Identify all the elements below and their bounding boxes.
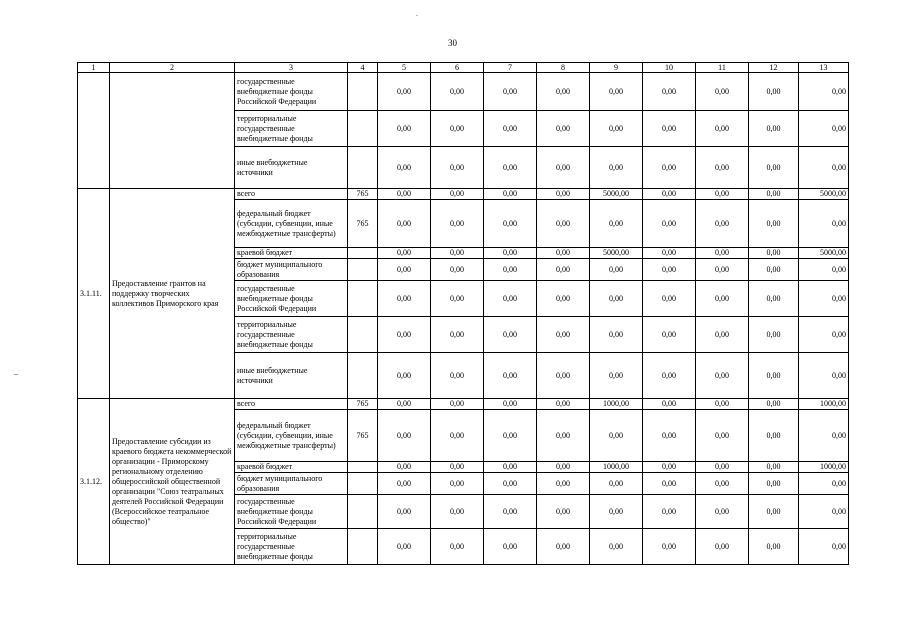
funding-source: краевой бюджет [235, 462, 348, 473]
grbs-code: 765 [348, 410, 378, 462]
amount-cell: 0,00 [537, 410, 590, 462]
amount-cell: 0,00 [537, 200, 590, 248]
budget-table [77, 62, 849, 565]
grbs-code [348, 317, 378, 353]
amount-cell: 0,00 [431, 529, 484, 565]
amount-cell: 5000,00 [799, 248, 849, 259]
amount-cell: 0,00 [643, 410, 696, 462]
amount-cell: 0,00 [537, 462, 590, 473]
amount-cell: 0,00 [749, 462, 799, 473]
amount-cell: 0,00 [590, 410, 643, 462]
funding-source: иные внебюджетные источники [235, 147, 348, 189]
amount-cell: 0,00 [590, 259, 643, 281]
amount-cell: 0,00 [431, 317, 484, 353]
amount-cell: 0,00 [799, 259, 849, 281]
amount-cell: 0,00 [749, 147, 799, 189]
amount-cell: 0,00 [590, 147, 643, 189]
table-row [78, 189, 849, 200]
amount-cell: 0,00 [378, 147, 431, 189]
amount-cell: 0,00 [643, 248, 696, 259]
grbs-code [348, 111, 378, 147]
amount-cell: 0,00 [378, 473, 431, 495]
amount-cell: 0,00 [643, 200, 696, 248]
amount-cell: 0,00 [696, 248, 749, 259]
amount-cell: 0,00 [696, 73, 749, 111]
amount-cell: 1000,00 [799, 462, 849, 473]
amount-cell: 0,00 [696, 399, 749, 410]
amount-cell: 0,00 [590, 353, 643, 399]
amount-cell: 0,00 [643, 495, 696, 529]
amount-cell: 0,00 [484, 189, 537, 200]
header-cell: 1 [78, 63, 110, 73]
header-cell: 2 [110, 63, 235, 73]
amount-cell: 0,00 [378, 353, 431, 399]
amount-cell: 0,00 [643, 189, 696, 200]
amount-cell: 0,00 [537, 473, 590, 495]
grbs-code [348, 462, 378, 473]
grbs-code [348, 147, 378, 189]
amount-cell: 0,00 [696, 281, 749, 317]
amount-cell: 5000,00 [590, 189, 643, 200]
amount-cell: 0,00 [431, 462, 484, 473]
amount-cell: 0,00 [590, 317, 643, 353]
amount-cell: 0,00 [484, 399, 537, 410]
amount-cell: 0,00 [799, 200, 849, 248]
table-row [78, 73, 849, 111]
amount-cell: 0,00 [749, 495, 799, 529]
amount-cell: 0,00 [749, 410, 799, 462]
amount-cell: 0,00 [378, 399, 431, 410]
amount-cell: 0,00 [696, 317, 749, 353]
amount-cell: 0,00 [537, 281, 590, 317]
amount-cell: 0,00 [696, 111, 749, 147]
amount-cell: 0,00 [696, 529, 749, 565]
amount-cell: 0,00 [431, 147, 484, 189]
amount-cell: 0,00 [643, 111, 696, 147]
amount-cell: 0,00 [749, 259, 799, 281]
amount-cell: 0,00 [537, 189, 590, 200]
amount-cell: 0,00 [484, 495, 537, 529]
amount-cell: 0,00 [643, 281, 696, 317]
amount-cell: 0,00 [378, 200, 431, 248]
header-cell: 3 [235, 63, 348, 73]
amount-cell: 0,00 [749, 200, 799, 248]
amount-cell: 0,00 [537, 248, 590, 259]
amount-cell: 0,00 [484, 317, 537, 353]
amount-cell: 0,00 [537, 259, 590, 281]
grbs-code [348, 495, 378, 529]
amount-cell: 0,00 [431, 259, 484, 281]
amount-cell: 0,00 [431, 410, 484, 462]
amount-cell: 0,00 [799, 281, 849, 317]
amount-cell: 0,00 [749, 399, 799, 410]
header-cell: 13 [799, 63, 849, 73]
amount-cell: 0,00 [749, 189, 799, 200]
amount-cell: 0,00 [484, 529, 537, 565]
amount-cell: 0,00 [537, 111, 590, 147]
amount-cell: 0,00 [799, 495, 849, 529]
funding-source: всего [235, 189, 348, 200]
funding-source: иные внебюджетные источники [235, 353, 348, 399]
header-cell: 4 [348, 63, 378, 73]
amount-cell: 0,00 [484, 410, 537, 462]
amount-cell: 0,00 [484, 462, 537, 473]
header-cell: 7 [484, 63, 537, 73]
amount-cell: 0,00 [484, 73, 537, 111]
amount-cell: 0,00 [643, 73, 696, 111]
amount-cell: 0,00 [749, 353, 799, 399]
funding-source: территориальные государственные внебюджетные фонды [235, 529, 348, 565]
amount-cell: 0,00 [749, 281, 799, 317]
amount-cell: 0,00 [431, 353, 484, 399]
amount-cell: 0,00 [590, 529, 643, 565]
amount-cell: 0,00 [749, 73, 799, 111]
amount-cell: 0,00 [537, 353, 590, 399]
header-cell: 10 [643, 63, 696, 73]
amount-cell: 0,00 [696, 462, 749, 473]
amount-cell: 0,00 [431, 248, 484, 259]
amount-cell: 0,00 [484, 248, 537, 259]
amount-cell: 0,00 [643, 317, 696, 353]
grbs-code [348, 259, 378, 281]
amount-cell: 0,00 [696, 473, 749, 495]
amount-cell: 0,00 [643, 473, 696, 495]
amount-cell: 1000,00 [799, 399, 849, 410]
amount-cell: 0,00 [749, 317, 799, 353]
header-cell: 12 [749, 63, 799, 73]
funding-source: краевой бюджет [235, 248, 348, 259]
funding-source: федеральный бюджет (субсидии, субвенции, иные межбюджетные трансферты) [235, 410, 348, 462]
amount-cell: 0,00 [590, 200, 643, 248]
amount-cell: 0,00 [537, 529, 590, 565]
activity-name: Предоставление субсидии из краевого бюджета некоммерческой организации - Приморскому региональному отделению общероссийской общественной организации "Союз театральных деятелей Российской Федерации (Всероссийское театральное общество)" [110, 399, 235, 565]
funding-source: государственные внебюджетные фонды Российской Федерации [235, 495, 348, 529]
activity-code: 3.1.11. [78, 189, 110, 399]
amount-cell: 0,00 [431, 495, 484, 529]
header-cell: 5 [378, 63, 431, 73]
amount-cell: 0,00 [378, 317, 431, 353]
activity-code: 3.1.12. [78, 399, 110, 565]
amount-cell: 0,00 [484, 111, 537, 147]
amount-cell: 0,00 [484, 147, 537, 189]
amount-cell: 0,00 [484, 200, 537, 248]
amount-cell: 0,00 [431, 189, 484, 200]
amount-cell: 0,00 [431, 200, 484, 248]
amount-cell: 0,00 [378, 410, 431, 462]
amount-cell: 0,00 [696, 353, 749, 399]
amount-cell: 0,00 [749, 529, 799, 565]
amount-cell: 0,00 [799, 147, 849, 189]
amount-cell: 0,00 [537, 317, 590, 353]
amount-cell: 0,00 [696, 495, 749, 529]
grbs-code [348, 473, 378, 495]
funding-source: бюджет муниципального образования [235, 259, 348, 281]
amount-cell: 0,00 [696, 189, 749, 200]
grbs-code [348, 529, 378, 565]
empty-name-cell [110, 73, 235, 189]
amount-cell: 0,00 [643, 259, 696, 281]
amount-cell: 0,00 [378, 462, 431, 473]
amount-cell: 0,00 [799, 473, 849, 495]
amount-cell: 0,00 [590, 495, 643, 529]
table-row [78, 399, 849, 410]
grbs-code [348, 281, 378, 317]
amount-cell: 0,00 [484, 353, 537, 399]
empty-code-cell [78, 73, 110, 189]
amount-cell: 0,00 [799, 73, 849, 111]
scan-artifact [416, 15, 418, 16]
amount-cell: 0,00 [590, 473, 643, 495]
amount-cell: 0,00 [378, 248, 431, 259]
amount-cell: 0,00 [799, 353, 849, 399]
amount-cell: 0,00 [799, 317, 849, 353]
amount-cell: 0,00 [378, 189, 431, 200]
amount-cell: 1000,00 [590, 399, 643, 410]
amount-cell: 0,00 [431, 473, 484, 495]
amount-cell: 0,00 [378, 259, 431, 281]
grbs-code [348, 353, 378, 399]
amount-cell: 0,00 [643, 147, 696, 189]
amount-cell: 0,00 [537, 399, 590, 410]
amount-cell: 0,00 [696, 147, 749, 189]
amount-cell: 0,00 [484, 281, 537, 317]
scan-artifact [14, 374, 18, 375]
amount-cell: 0,00 [799, 111, 849, 147]
amount-cell: 5000,00 [799, 189, 849, 200]
funding-source: федеральный бюджет (субсидии, субвенции, иные межбюджетные трансферты) [235, 200, 348, 248]
grbs-code: 765 [348, 200, 378, 248]
amount-cell: 0,00 [378, 529, 431, 565]
amount-cell: 0,00 [749, 111, 799, 147]
grbs-code: 765 [348, 399, 378, 410]
amount-cell: 0,00 [749, 473, 799, 495]
funding-source: государственные внебюджетные фонды Российской Федерации [235, 281, 348, 317]
amount-cell: 0,00 [537, 495, 590, 529]
amount-cell: 0,00 [378, 495, 431, 529]
amount-cell: 0,00 [431, 281, 484, 317]
header-cell: 11 [696, 63, 749, 73]
amount-cell: 0,00 [537, 73, 590, 111]
amount-cell: 0,00 [799, 410, 849, 462]
header-cell: 6 [431, 63, 484, 73]
amount-cell: 0,00 [431, 111, 484, 147]
amount-cell: 0,00 [696, 200, 749, 248]
funding-source: всего [235, 399, 348, 410]
grbs-code: 765 [348, 189, 378, 200]
funding-source: бюджет муниципального образования [235, 473, 348, 495]
grbs-code [348, 73, 378, 111]
activity-name: Предоставление грантов на поддержку творческих коллективов Приморского края [110, 189, 235, 399]
amount-cell: 0,00 [378, 73, 431, 111]
header-row [78, 63, 849, 73]
amount-cell: 0,00 [537, 147, 590, 189]
amount-cell: 0,00 [590, 281, 643, 317]
amount-cell: 0,00 [749, 248, 799, 259]
grbs-code [348, 248, 378, 259]
amount-cell: 0,00 [378, 281, 431, 317]
amount-cell: 0,00 [643, 462, 696, 473]
amount-cell: 0,00 [431, 73, 484, 111]
header-cell: 8 [537, 63, 590, 73]
amount-cell: 1000,00 [590, 462, 643, 473]
amount-cell: 5000,00 [590, 248, 643, 259]
amount-cell: 0,00 [696, 259, 749, 281]
page-number: 30 [448, 38, 457, 48]
funding-source: государственные внебюджетные фонды Российской Федерации [235, 73, 348, 111]
amount-cell: 0,00 [590, 111, 643, 147]
header-cell: 9 [590, 63, 643, 73]
amount-cell: 0,00 [484, 473, 537, 495]
amount-cell: 0,00 [643, 529, 696, 565]
funding-source: территориальные государственные внебюджетные фонды [235, 111, 348, 147]
amount-cell: 0,00 [590, 73, 643, 111]
amount-cell: 0,00 [799, 529, 849, 565]
amount-cell: 0,00 [643, 399, 696, 410]
amount-cell: 0,00 [378, 111, 431, 147]
amount-cell: 0,00 [431, 399, 484, 410]
amount-cell: 0,00 [484, 259, 537, 281]
amount-cell: 0,00 [696, 410, 749, 462]
amount-cell: 0,00 [643, 353, 696, 399]
funding-source: территориальные государственные внебюджетные фонды [235, 317, 348, 353]
